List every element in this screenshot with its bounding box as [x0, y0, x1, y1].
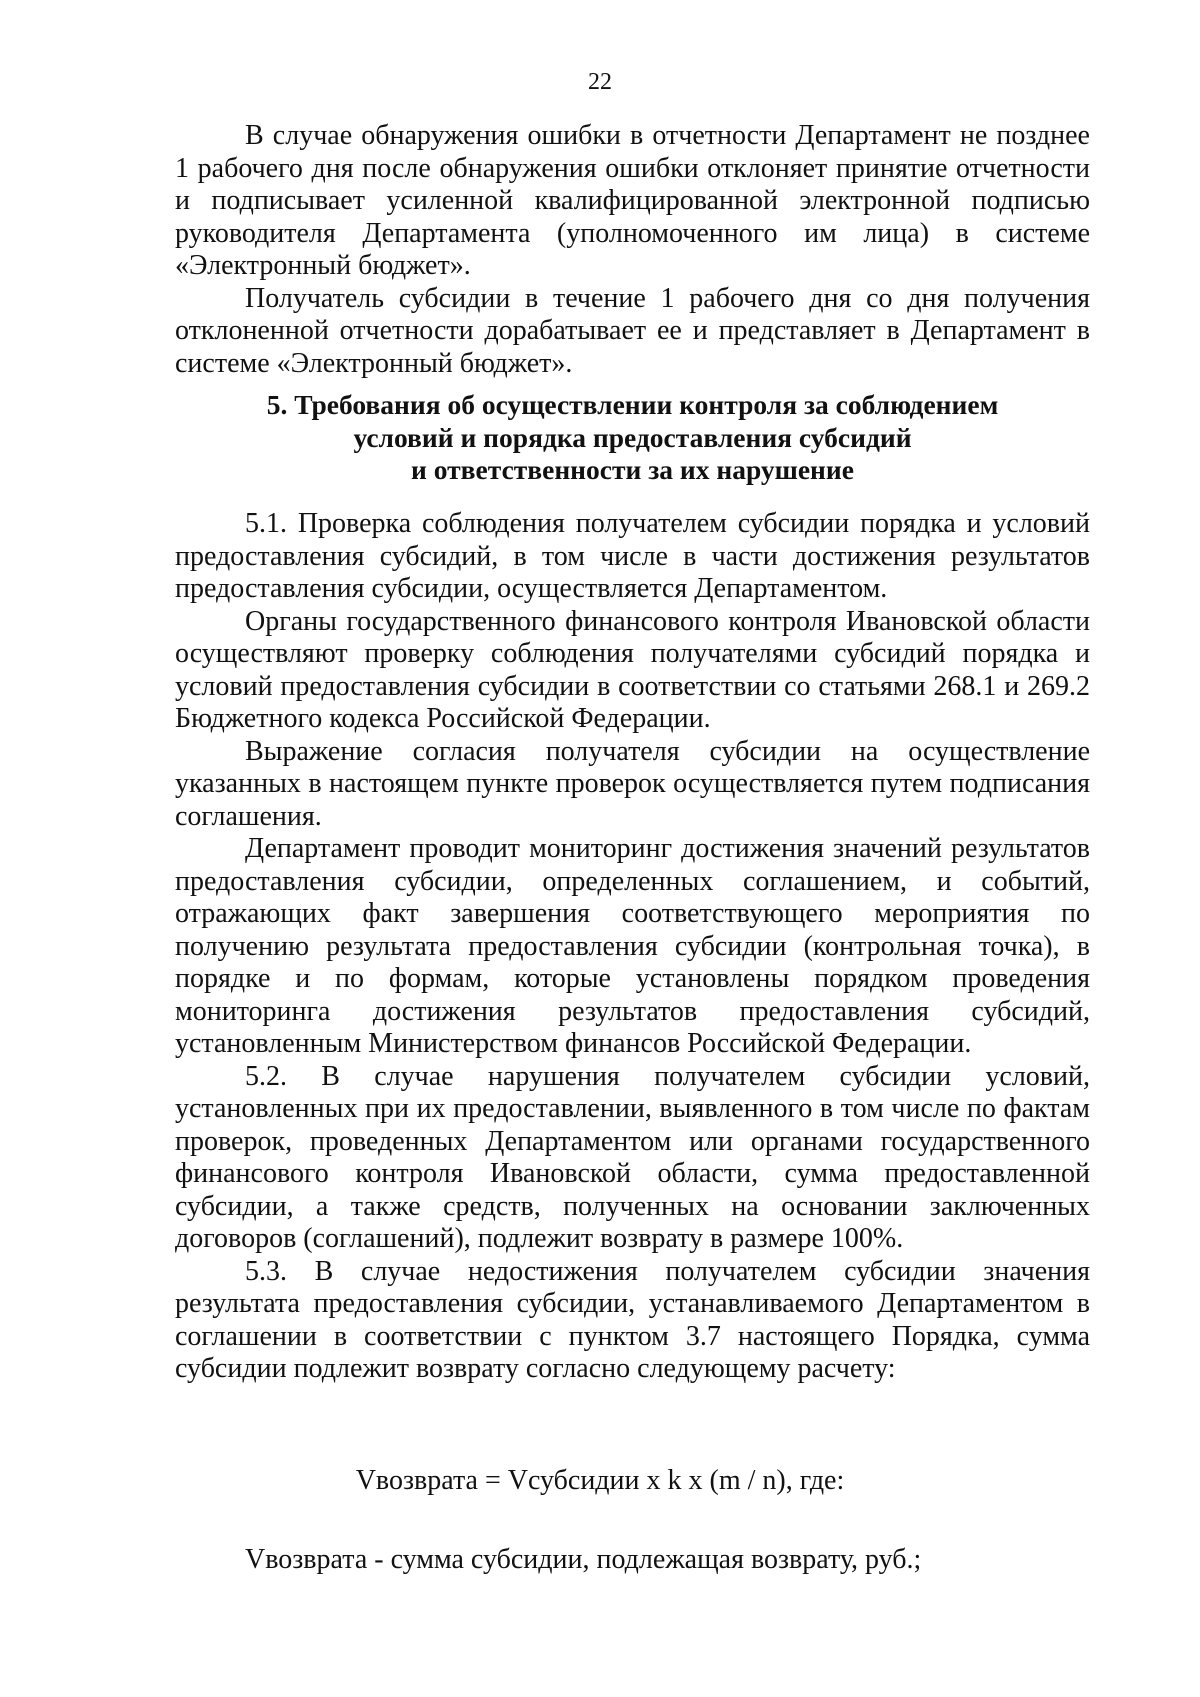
formula-definition: Vвозврата - сумма субсидии, подлежащая возврату, руб.;: [245, 1544, 922, 1575]
paragraph: Получатель субсидии в течение 1 рабочего дня со дня получения отклоненной отчетности дорабатывает ее и представляет в Департамент в системе «Электронный бюджет».: [175, 282, 1090, 379]
page-number: 22: [588, 69, 612, 95]
paragraph: Департамент проводит мониторинг достижения значений результатов предоставления субсидии, определенных соглашением, и событий, отражающих факт завершения соответствующего мероприятия по получению результата предоставления субсидии (контрольная точка), в порядке и по формам, которые установлены порядком проведения мониторинга достижения результатов предоставления субсидий, установленным Министерством финансов Российской Федерации.: [175, 833, 1090, 1059]
paragraph: 5.3. В случае недостижения получателем субсидии значения результата предоставления субсидии, устанавливаемого Департаментом в соглашении в соответствии с пунктом 3.7 настоящего Порядка, сумма субсидии подлежит возврату согласно следующему расчету:: [175, 1255, 1090, 1384]
paragraph: 5.2. В случае нарушения получателем субсидии условий, установленных при их предоставлении, выявленного в том числе по фактам проверок, проведенных Департаментом или органами государственного финансового контроля Ивановской области, сумма предоставленной субсидии, а также средств, полученных на основании заключенных договоров (соглашений), подлежит возврату в размере 100%.: [175, 1060, 1090, 1254]
section-title-line: условий и порядка предоставления субсидий: [353, 421, 912, 453]
paragraph: Выражение согласия получателя субсидии на осуществление указанных в настоящем пункте проверок осуществляется путем подписания соглашения.: [175, 735, 1090, 832]
section-title-line: и ответственности за их нарушение: [411, 454, 854, 485]
intro-block: [175, 120, 1090, 380]
section-body: [175, 508, 1090, 1386]
section-heading: [175, 389, 1090, 487]
paragraph: В случае обнаружения ошибки в отчетности Департамент не позднее 1 рабочего дня после обнаружения ошибки отклоняет принятие отчетности и подписывает усиленной квалифицированной электронной подписью руководителя Департамента (уполномоченного им лица) в системе «Электронный бюджет».: [175, 120, 1090, 281]
section-title: [175, 389, 1090, 487]
paragraph: 5.1. Проверка соблюдения получателем субсидии порядка и условий предоставления субсидий, в том числе в части достижения результатов предоставления субсидии, осуществляется Департаментом.: [175, 508, 1090, 604]
formula: Vвозврата = Vсубсидии x k x (m / n), где:: [355, 1465, 845, 1496]
section-title-line: 5. Требования об осуществлении контроля за соблюдением: [266, 389, 999, 420]
paragraph: Органы государственного финансового контроля Ивановской области осуществляют проверку соблюдения получателями субсидий порядка и условий предоставления субсидии в соответствии со статьями 268.1 и 269.2 Бюджетного кодекса Российской Федерации.: [175, 605, 1090, 734]
